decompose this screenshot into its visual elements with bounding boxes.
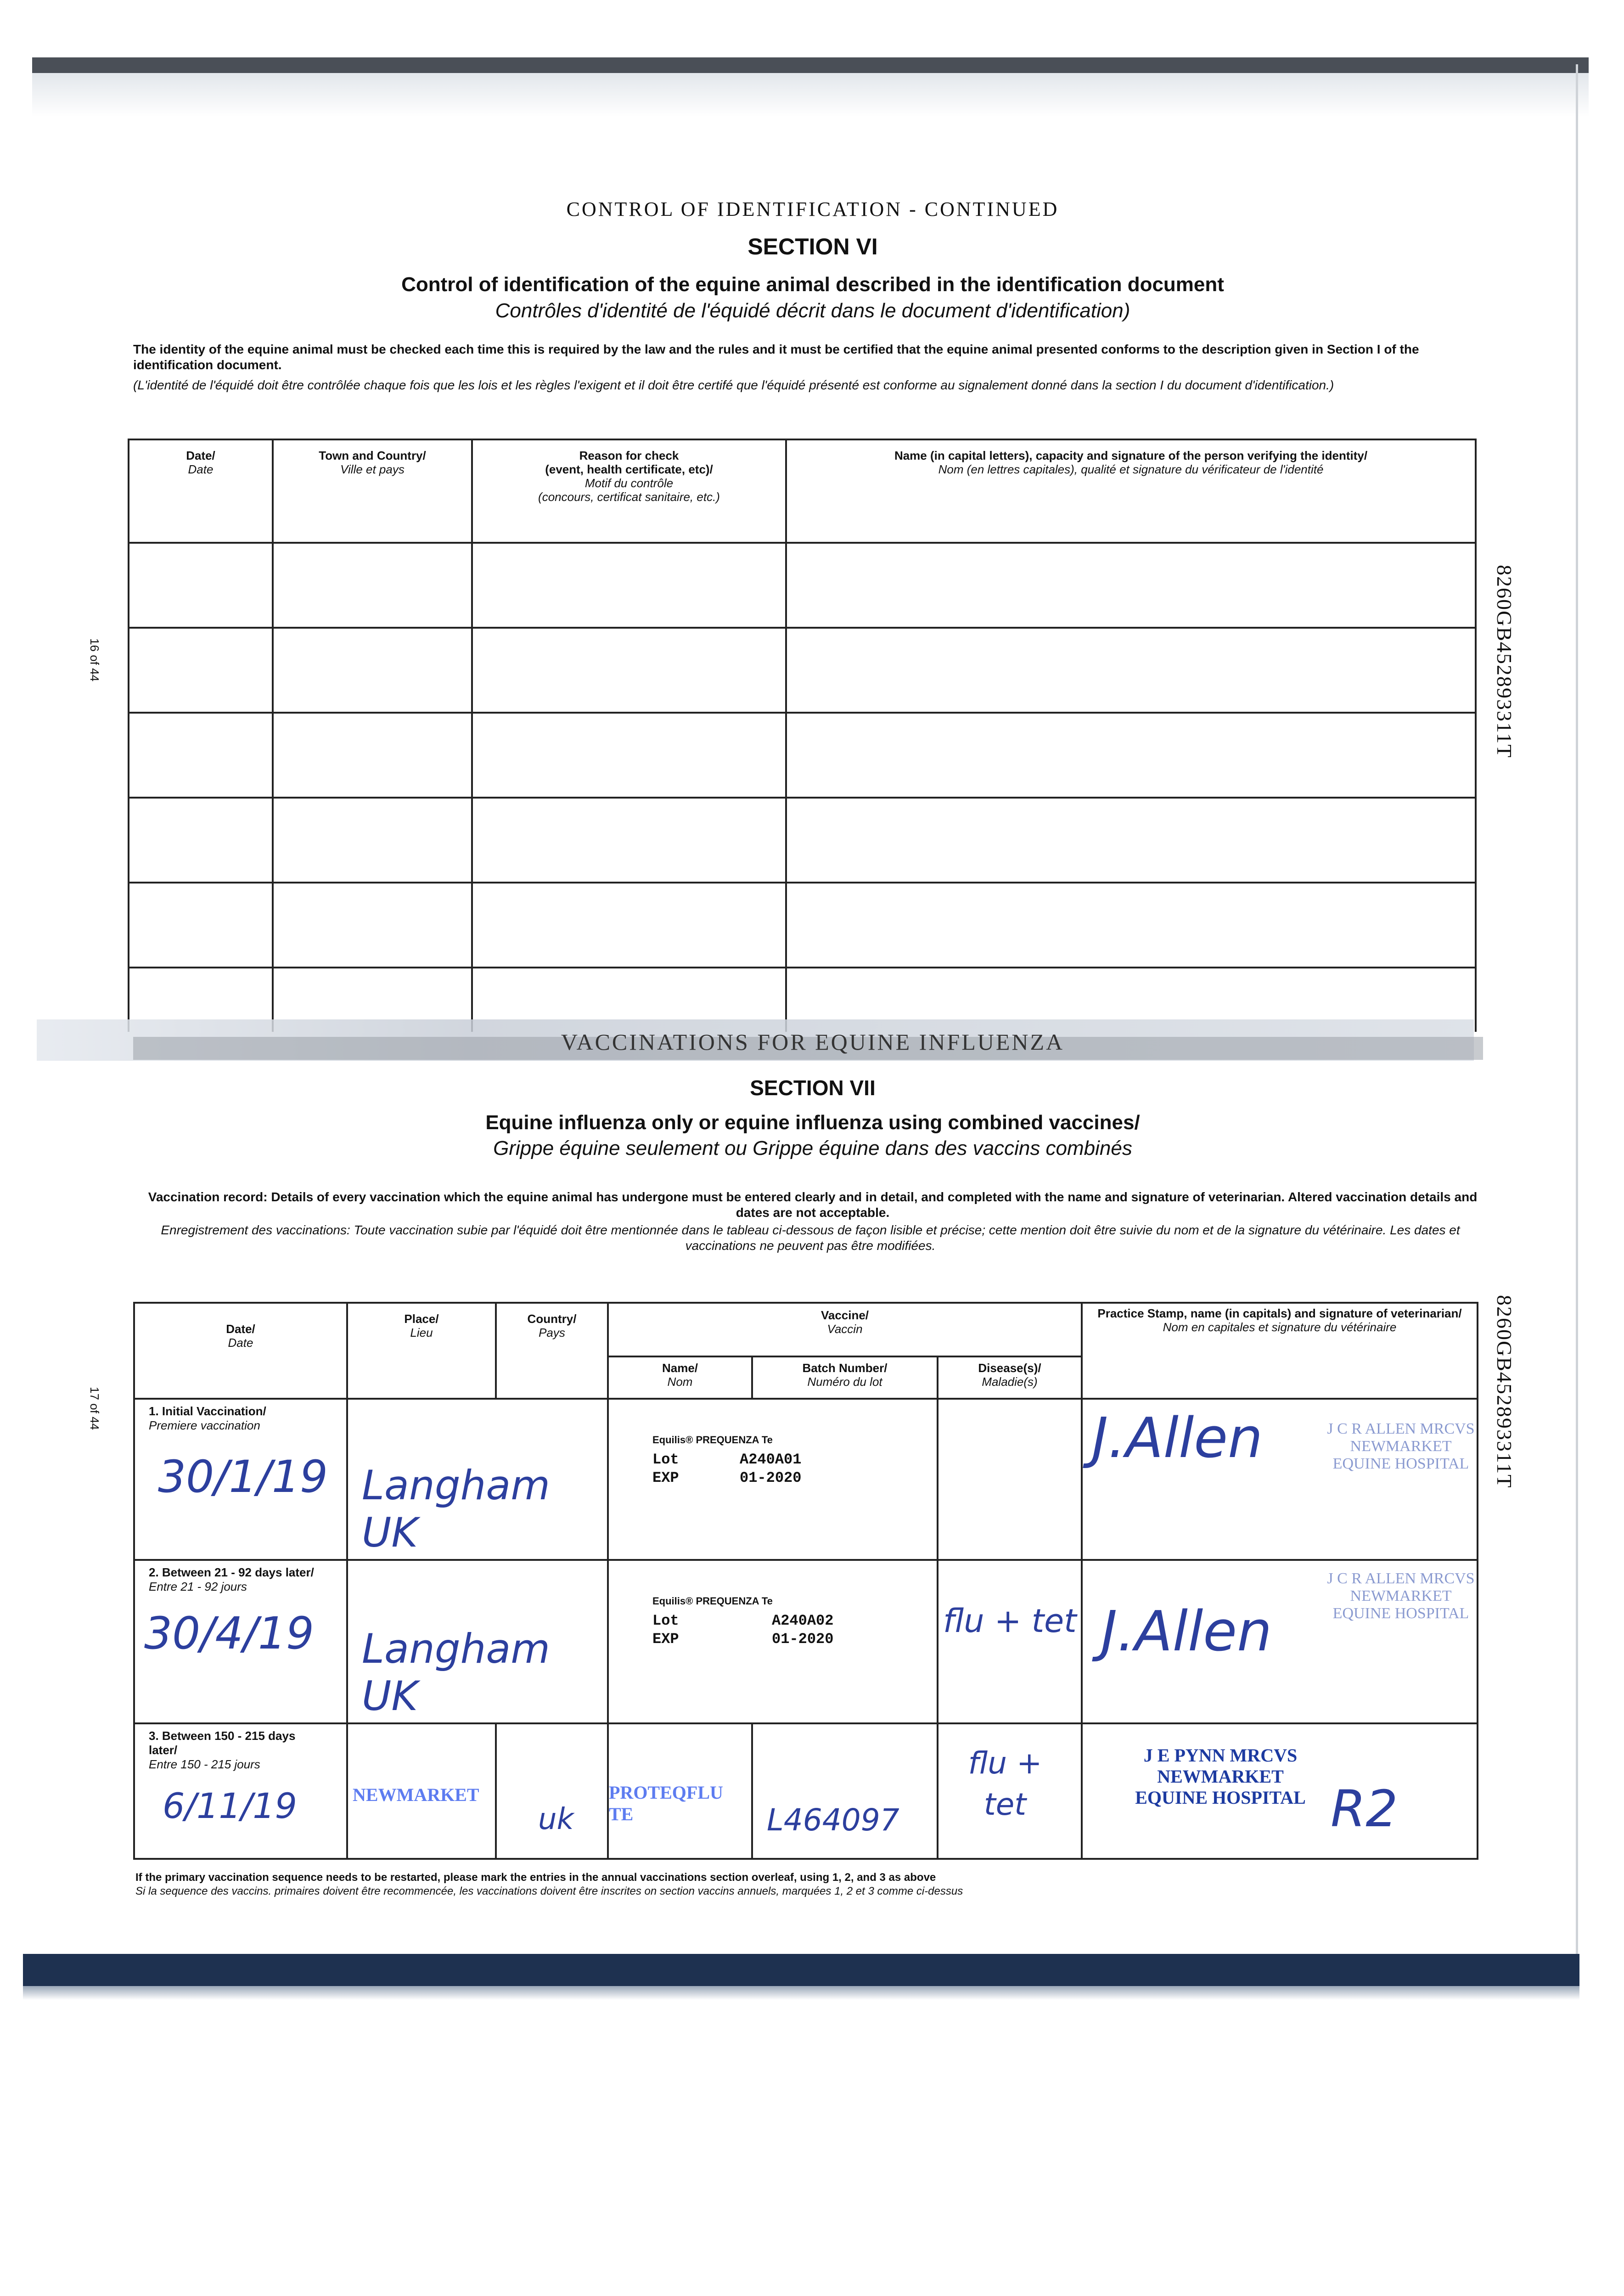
row1-stamp-cell [1082,1399,1478,1560]
id-col-reason: Reason for check (event, health certificate, etc)/ Motif du contrôle (concours, certificat sanitaire, etc.) [472,439,786,543]
row3-vaccine-name: PROTEQFLU TE [609,1782,723,1824]
top-scan-shade [32,73,1589,117]
row3-date: 6/11/19 [163,1785,297,1826]
vac-col-place: Place/ Lieu [347,1303,496,1399]
row1-place-cell [347,1399,608,1560]
row1-vaccine-label: Equilis® PREQUENZA Te [652,1434,773,1446]
row2-label: 2. Between 21 - 92 days later/ [149,1565,314,1579]
row1-exp: 01-2020 [740,1469,802,1486]
row1-vaccine-cell [608,1399,938,1560]
row2-date-cell [134,1560,347,1723]
vac-col-date: Date/ Date [134,1303,347,1399]
row2-exp-label: EXP [652,1630,679,1648]
table-row [129,883,1476,968]
row2-place: Langham UK [362,1625,551,1720]
row3-place-cell [347,1723,496,1859]
row3-batch-cell [752,1723,938,1859]
right-page-edge [1576,64,1578,1993]
row3-country: uk [538,1802,574,1836]
row3-date-cell [134,1723,347,1859]
row3-label: 3. Between 150 - 215 days later/ [149,1728,296,1757]
id-col-town: Town and Country/ Ville et pays [273,439,472,543]
vac-col-disease: Disease(s)/ Maladie(s) [938,1356,1082,1399]
row2-vaccine-cell [608,1560,938,1723]
section-vi-heading-en: Control of identification of the equine animal described in the identification document [401,273,1224,296]
page-number-16: 16 of 44 [88,638,101,681]
row2-stamp-cell [1082,1560,1478,1723]
footnote-fr: Si la sequence des vaccins. primaires doivent être recommencée, les vaccinations doivent être inscrites on section vaccins annuels, marquées 1, 2 et 3 comme ci-dessus [135,1885,963,1897]
row1-place: Langham UK [362,1461,551,1556]
row3-disease-cell [938,1723,1082,1859]
bottom-dark-band [23,1954,1579,1986]
row2-disease-cell [938,1560,1082,1723]
id-col-date: Date/ Date [129,439,273,543]
table-row [129,798,1476,883]
vaccination-table [133,1302,1478,1860]
row1-disease-cell [938,1399,1082,1560]
section-vi-instruction-fr: (L'identité de l'équidé doit être contrôlée chaque fois que les lois et les règles l'exigent et il doit être certifé que l'équidé présenté est conforme au signalement donné dans la section I du document d'identification.) [133,378,1334,392]
row2-vaccine-label: Equilis® PREQUENZA Te [652,1595,773,1607]
row1-stamp: J C R ALLEN MRCVS NEWMARKET EQUINE HOSPITAL [1327,1420,1475,1472]
vaccination-record-fr: Enregistrement des vaccinations: Toute vaccination subie par l'équidé doit être mentionnée dans le tableau ci-dessous de façon lisible et précise; cette mention doit être suivie du nom et de la signature du vétérinaire. Les dates et vaccinations ne peuvent pas être modifiées. [161,1223,1460,1253]
row2-signature: J.Allen [1101,1599,1272,1664]
vac-col-vaccine: Vaccine/ Vaccin [608,1303,1082,1356]
row1-label-fr: Premiere vaccination [149,1418,260,1432]
passport-number-bottom: 8260GB452893311T [1493,1295,1516,1489]
bottom-scan-shade [23,1986,1579,2000]
vac-col-stamp: Practice Stamp, name (in capitals) and signature of veterinarian/ Nom en capitales et signature du vétérinaire [1082,1303,1478,1399]
section-vii-title: SECTION VII [750,1076,876,1100]
row1-lot-label: Lot [652,1451,679,1468]
id-col-verifier: Name (in capital letters), capacity and signature of the person verifying the identity/ Nom (en lettres capitales), qualité et signature du vérificateur de l'identité [786,439,1476,543]
row3-label-fr: Entre 150 - 215 jours [149,1757,260,1771]
section-vii-heading-en: Equine influenza only or equine influenza using combined vaccines/ [485,1111,1140,1134]
table-row [134,1723,1478,1859]
section-vi-instruction-en: The identity of the equine animal must be checked each time this is required by the law and the rules and it must be certified that the equine animal presented conforms to the description given in Section I of the identification document. [133,342,1419,372]
table-row [129,543,1476,628]
table-row [134,1560,1478,1723]
table-row [134,1399,1478,1560]
row3-disease: flu + tet [968,1745,1042,1822]
section-vi-title: SECTION VI [747,234,878,259]
row1-label: 1. Initial Vaccination/ [149,1404,266,1418]
vac-col-batch: Batch Number/ Numéro du lot [752,1356,938,1399]
row3-country-cell [496,1723,608,1859]
page-number-17: 17 of 44 [88,1387,101,1430]
vac-col-country: Country/ Pays [496,1303,608,1399]
row3-stamp: J E PYNN MRCVS NEWMARKET EQUINE HOSPITAL [1135,1745,1306,1808]
row3-signature: R2 [1331,1779,1398,1838]
vac-col-name: Name/ Nom [608,1356,752,1399]
row2-label-fr: Entre 21 - 92 jours [149,1579,247,1593]
row3-place: NEWMARKET [353,1784,479,1805]
row2-lot-label: Lot [652,1612,679,1629]
row2-disease: flu + tet [943,1602,1077,1640]
footnote-en: If the primary vaccination sequence needs to be restarted, please mark the entries in the annual vaccinations section overleaf, using 1, 2, and 3 as above [135,1871,936,1884]
table-row [129,713,1476,798]
row1-signature: J.Allen [1092,1406,1263,1470]
page-title: CONTROL OF IDENTIFICATION - CONTINUED [566,198,1059,220]
row1-date-cell [134,1399,347,1560]
section-vi-heading-fr: Contrôles d'identité de l'équidé décrit dans le document d'identification) [495,299,1130,322]
row3-name-cell [608,1723,752,1859]
row1-date: 30/1/19 [158,1451,328,1503]
row1-exp-label: EXP [652,1469,679,1486]
row2-batch: A240A02 [772,1612,834,1629]
row1-batch: A240A01 [740,1451,802,1468]
table-row [129,628,1476,713]
row2-exp: 01-2020 [772,1630,834,1648]
row3-batch: L464097 [767,1802,899,1838]
vaccination-record-en: Vaccination record: Details of every vaccination which the equine animal has undergone must be entered clearly and in detail, and completed with the name and signature of veterinarian. Altered vaccination details and dates are not acceptable. [148,1190,1478,1220]
vaccination-title: VACCINATIONS FOR EQUINE INFLUENZA [561,1029,1065,1055]
row2-place-cell [347,1560,608,1723]
passport-number-top: 8260GB452893311T [1493,565,1516,759]
section-vii-heading-fr: Grippe équine seulement ou Grippe équine dans des vaccins combinés [493,1137,1132,1159]
row2-date: 30/4/19 [144,1607,315,1659]
identity-check-table [128,439,1477,1032]
row2-stamp: J C R ALLEN MRCVS NEWMARKET EQUINE HOSPITAL [1327,1570,1475,1622]
top-dark-band [32,57,1589,73]
row3-stamp-cell [1082,1723,1478,1859]
